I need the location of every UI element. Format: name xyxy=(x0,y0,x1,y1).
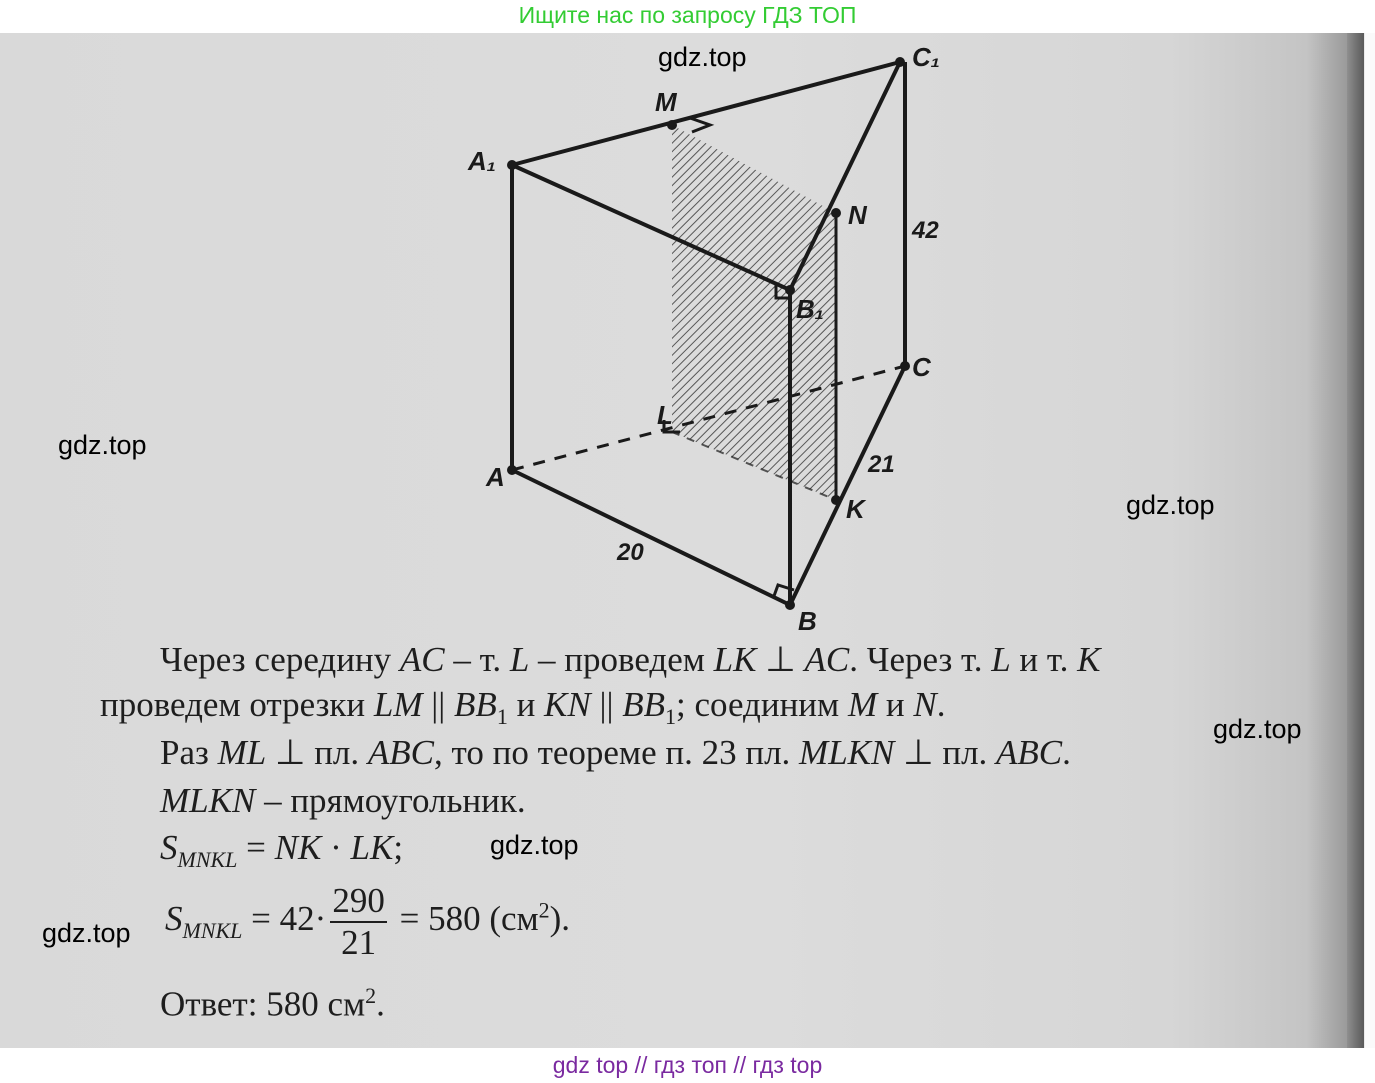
watermark-4: gdz.top xyxy=(1213,714,1302,744)
solution-line-1: Через середину AC – т. L – проведем LK ⊥ AC. Через т. L и т. K xyxy=(160,640,1101,679)
watermark-2: gdz.top xyxy=(58,430,147,460)
label-a1: A₁ xyxy=(468,146,496,176)
edge-b1c1 xyxy=(790,62,900,290)
fraction: $\frac{290}{21}$ xyxy=(332,881,385,962)
label-ab-length: 20 xyxy=(617,539,644,566)
point-k xyxy=(831,495,841,505)
point-b xyxy=(785,600,795,610)
point-b1 xyxy=(785,285,795,295)
point-c1 xyxy=(895,57,905,67)
label-n: N xyxy=(848,200,867,230)
label-b: B xyxy=(798,606,817,636)
solution-line-4: MLKN – прямоугольник. xyxy=(160,781,526,820)
watermark-6: gdz.top xyxy=(42,918,131,948)
solution-line-2: проведем отрезки LM || $BB_1$ и KN || $BB_1$; соединим M и N. xyxy=(100,685,946,729)
point-m xyxy=(667,120,677,130)
label-k: K xyxy=(846,494,865,524)
solution-line-6: $S_{MNKL} = 42\cdot$ $\frac{290}{21}$ = 580 $(см^2)$. xyxy=(165,881,571,962)
arrow-m xyxy=(690,118,710,132)
solution-line-5: $S_{MNKL}$ = NK · LK; xyxy=(160,828,404,872)
watermark-1: gdz.top xyxy=(658,42,747,72)
bottom-banner: gdz top // гдз топ // гдз top xyxy=(552,1052,823,1078)
label-cc1-length: 42 xyxy=(912,217,939,244)
solution-answer: Ответ: 580 $см^2$. xyxy=(160,983,385,1024)
edge-ab xyxy=(512,470,790,605)
label-m: M xyxy=(655,87,677,117)
watermark-3: gdz.top xyxy=(1126,490,1215,520)
point-n xyxy=(831,208,841,218)
label-b1: B₁ xyxy=(796,294,824,324)
label-a: A xyxy=(486,462,505,492)
point-a1 xyxy=(507,160,517,170)
scanned-page xyxy=(0,33,1375,1048)
label-c: C xyxy=(912,352,931,382)
label-c1: C₁ xyxy=(912,42,940,72)
point-a xyxy=(507,465,517,475)
label-l: L xyxy=(657,400,673,430)
solution-line-3: Раз ML ⊥ пл. ABC, то по теореме п. 23 пл. MLKN ⊥ пл. ABC. xyxy=(160,733,1071,772)
watermark-5: gdz.top xyxy=(490,830,579,860)
top-banner: Ищите нас по запросу ГДЗ ТОП xyxy=(518,2,857,28)
label-ck-length: 21 xyxy=(868,451,895,478)
point-c xyxy=(900,361,910,371)
